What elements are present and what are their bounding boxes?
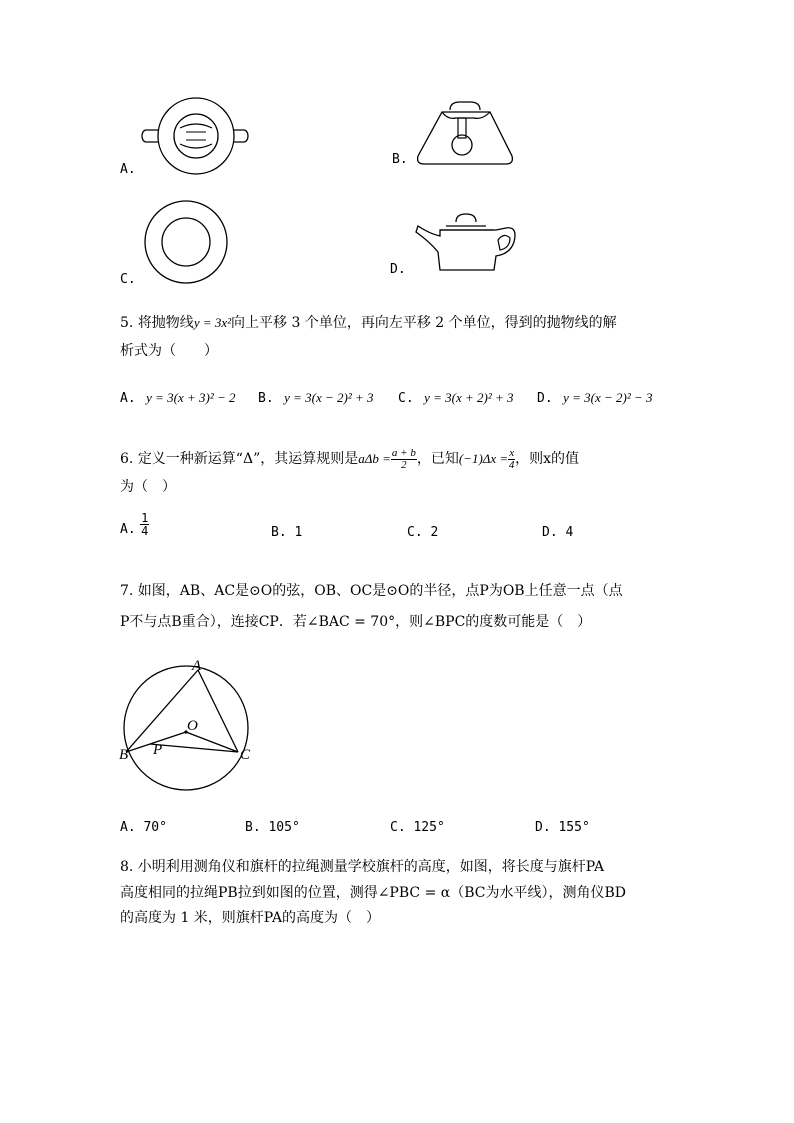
option-a-label: A. (120, 162, 136, 177)
q6-option-c-value: 2 (430, 525, 439, 540)
q7-segment-cp (150, 744, 238, 752)
option-b-label: B. (392, 152, 408, 167)
q6-number: 6. (120, 451, 134, 467)
q7-label-o: O (187, 718, 198, 734)
q7-label-p: P (153, 742, 163, 758)
q6-option-a-label: A. (120, 522, 136, 537)
q6-option-c[interactable] (407, 525, 438, 540)
q7-option-b-label: B. (245, 820, 261, 835)
option-d-label: D. (390, 262, 406, 277)
q6-option-d-value: 4 (565, 525, 574, 540)
q6-option-a-numerator: 1 (141, 511, 149, 525)
q6-option-d[interactable] (542, 525, 573, 540)
q5-option-c[interactable] (398, 390, 514, 406)
q5-option-a[interactable] (120, 390, 236, 406)
option-a-figure-ring-with-handles (140, 92, 260, 182)
q5-number: 5. (120, 315, 134, 331)
q6-option-a-fraction (140, 512, 149, 537)
q6-rule-lhs: aΔb = (358, 451, 391, 466)
q5-option-d-label: D. (537, 391, 553, 406)
q6-text2: ，已知 (416, 451, 459, 467)
q7-option-c[interactable] (390, 820, 445, 835)
option-c-label: C. (120, 272, 136, 287)
q6-stem-line1 (120, 442, 579, 476)
q6-option-b[interactable] (271, 525, 302, 540)
q5-stem-line2: 析式为（ ） (120, 343, 218, 359)
q6-stem-line2: 为（ ） (120, 479, 176, 495)
q7-stem-line2: P不与点B重合），连接CP．若∠BAC = 70°，则∠BPC的度数可能是（ ） (120, 614, 592, 630)
q6-rule-fraction (391, 448, 417, 471)
option-b-figure-kettle-with-flask (412, 98, 522, 168)
q6-text1: 定义一种新运算“Δ”，其运算规则是 (137, 451, 359, 467)
q7-option-c-value: 125° (413, 820, 445, 835)
q6-option-b-value: 1 (294, 525, 303, 540)
q7-label-b: B (119, 747, 129, 763)
q6-option-a-denominator: 4 (141, 524, 149, 538)
q5-expression: y = 3x² (193, 315, 232, 330)
q7-option-b-value: 105° (268, 820, 300, 835)
q6-known-lhs: (−1)Δx = (458, 451, 509, 466)
q5-option-c-label: C. (398, 391, 414, 406)
q7-chord-ac (198, 670, 238, 752)
q7-option-d-value: 155° (558, 820, 590, 835)
q6-rule-denominator: 2 (401, 458, 407, 471)
q5-text-before: 将抛物线 (137, 315, 194, 331)
q5-option-a-label: A. (120, 391, 136, 406)
q5-text-after: 向上平移 3 个单位，再向左平移 2 个单位，得到的抛物线的解 (231, 315, 617, 331)
q7-option-c-label: C. (390, 820, 406, 835)
q6-option-a[interactable] (120, 511, 149, 538)
q7-option-d-label: D. (535, 820, 551, 835)
q7-option-a-label: A. (120, 820, 136, 835)
option-d-figure-teapot (410, 212, 530, 282)
q7-label-a: A (192, 658, 202, 674)
q7-option-b[interactable] (245, 820, 300, 835)
option-c-figure-concentric-circles (140, 196, 240, 296)
q7-label-c: C (240, 747, 251, 763)
q6-option-c-label: C. (407, 525, 423, 540)
q8-stem-line3: 的高度为 1 米，则旗杆PA的高度为（ ） (120, 910, 381, 926)
q6-option-d-label: D. (542, 525, 558, 540)
q7-option-a-value: 70° (143, 820, 167, 835)
q5-option-a-expr: y = 3(x + 3)² − 2 (146, 390, 236, 405)
q7-stem-line1: 7. 如图，AB、AC是⊙O的弦，OB、OC是⊙O的半径，点P为OB上任意一点（点 (120, 583, 623, 599)
q5-option-d[interactable] (537, 390, 653, 406)
q5-stem-line1 (120, 312, 617, 334)
q8-stem-line2: 高度相同的拉绳PB拉到如图的位置，测得∠PBC = α（BC为水平线），测角仪BD (120, 885, 626, 901)
q5-option-b-expr: y = 3(x − 2)² + 3 (284, 390, 374, 405)
q5-option-c-expr: y = 3(x + 2)² + 3 (424, 390, 514, 405)
q7-option-a[interactable] (120, 820, 167, 835)
q5-option-d-expr: y = 3(x − 2)² − 3 (563, 390, 653, 405)
q7-option-d[interactable] (535, 820, 590, 835)
q8-stem-line1: 8. 小明利用测角仪和旗杆的拉绳测量学校旗杆的高度，如图，将长度与旗杆PA (120, 859, 605, 875)
q6-option-b-label: B. (271, 525, 287, 540)
q6-rule-numerator: a + b (391, 446, 416, 459)
q6-known-denominator: 4 (508, 458, 515, 471)
q6-known-numerator: x (509, 446, 515, 459)
q6-text3: ，则x的值 (515, 451, 579, 467)
q5-option-b[interactable] (258, 390, 374, 406)
q5-option-b-label: B. (258, 391, 274, 406)
